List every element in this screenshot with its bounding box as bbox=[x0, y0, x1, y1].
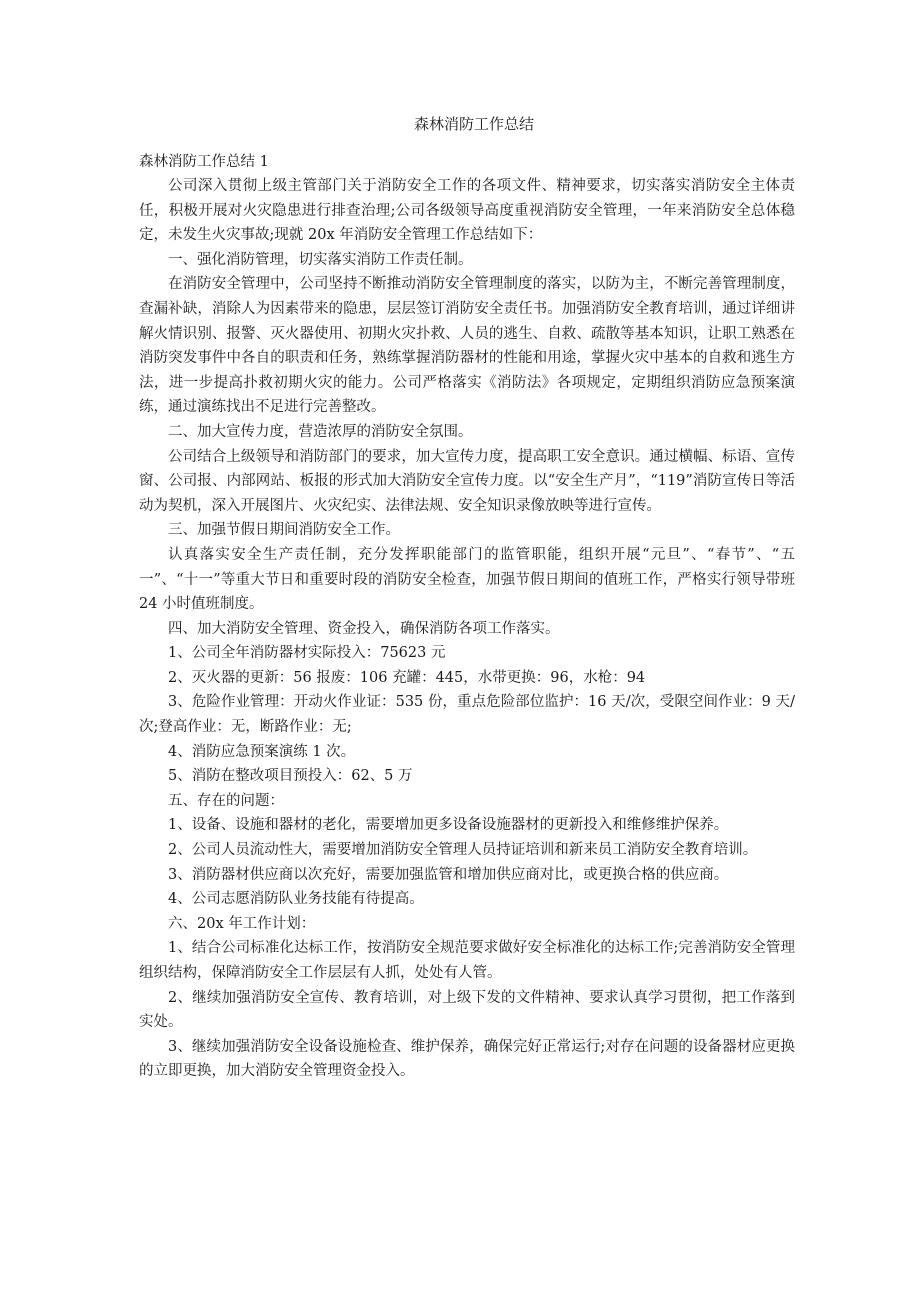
section-heading-1: 一、强化消防管理，切实落实消防工作责任制。 bbox=[168, 251, 473, 268]
document-title: 森林消防工作总结 bbox=[413, 115, 534, 133]
list-item: 1、结合公司标准化达标工作，按消防安全规范要求做好安全标准化的达标工作;完善消防安全管理组织结构，保障消防安全工作层层有人抓，处处有人管。 bbox=[139, 940, 795, 981]
section-3-body: 认真落实安全生产责任制，充分发挥职能部门的监管职能，组织开展“元旦”、“春节”、“五一”、“十一”等重大节日和重要时段的消防安全检查，加强节假日期间的值班工作，严格实行领导带班 24 小时值班制度。 bbox=[139, 546, 795, 613]
list-item: 3、继续加强消防安全设备设施检查、维护保养，确保完好正常运行;对存在问题的设备器材应更换的立即更换，加大消防安全管理资金投入。 bbox=[139, 1038, 795, 1080]
section-heading-5: 五、存在的问题： bbox=[168, 792, 284, 809]
section-heading-6: 六、20x 年工作计划： bbox=[168, 915, 316, 932]
section-1-body: 在消防安全管理中，公司坚持不断推动消防安全管理制度的落实，以防为主，不断完善管理制度，查漏补缺，消除人为因素带来的隐患，层层签订消防安全责任书。加强消防安全教育培训，通过详细讲解火情识别、报警、灭火器使用、初期火灾扑救、人员的逃生、自救、疏散等基本知识，让职工熟悉在消防突发事件中各自的职责和任务，熟练掌握消防器材的性能和用途，掌握火灾中基本的自救和逃生方法，进一步提高扑救初期火灾的能力。公司严格落实《消防法》各项规定，定期组织消防应急预案演练，通过演练找出不足进行完善整改。 bbox=[139, 276, 795, 416]
list-item: 1、设备、设施和器材的老化，需要增加更多设备设施器材的更新投入和维修维护保养。 bbox=[168, 817, 729, 834]
intro-paragraph: 公司深入贯彻上级主管部门关于消防安全工作的各项文件、精神要求，切实落实消防安全主体责任，积极开展对火灾隐患进行排查治理;公司各级领导高度重视消防安全管理，一年来消防安全总体稳定，未发生火灾事故;现就 20x 年消防安全管理工作总结如下： bbox=[139, 178, 795, 244]
list-item: 3、危险作业管理：开动火作业证：535 份，重点危险部位监护：16 天/次，受限空间作业：9 天/次;登高作业：无，断路作业：无; bbox=[139, 694, 795, 736]
list-item: 5、消防在整改项目预投入：62、5 万 bbox=[168, 768, 413, 785]
section-2-body: 公司结合上级领导和消防部门的要求，加大宣传力度，提高职工安全意识。通过横幅、标语、宣传窗、公司报、内部网站、板报的形式加大消防安全宣传力度。以“安全生产月”，“119”消防宣传日等活动为契机，深入开展图片、火灾纪实、法律法规、安全知识录像放映等进行宣传。 bbox=[139, 448, 795, 514]
document-page bbox=[139, 112, 795, 1084]
section-heading-4: 四、加大消防安全管理、资金投入，确保消防各项工作落实。 bbox=[168, 620, 560, 637]
list-item: 4、公司志愿消防队业务技能有待提高。 bbox=[168, 891, 424, 908]
list-item: 3、消防器材供应商以次充好，需要加强监管和增加供应商对比，或更换合格的供应商。 bbox=[168, 866, 729, 883]
list-item: 2、公司人员流动性大，需要增加消防安全管理人员持证培训和新来员工消防安全教育培训。 bbox=[168, 842, 758, 859]
list-item: 1、公司全年消防器材实际投入：75623 元 bbox=[168, 645, 446, 662]
section-heading-2: 二、加大宣传力度，营造浓厚的消防安全氛围。 bbox=[168, 423, 473, 440]
document-subtitle: 森林消防工作总结 1 bbox=[139, 154, 269, 170]
list-item: 2、灭火器的更新：56 报废：106 充罐：445，水带更换：96，水枪：94 bbox=[168, 669, 646, 686]
list-item: 2、继续加强消防安全宣传、教育培训，对上级下发的文件精神、要求认真学习贯彻，把工作落到实处。 bbox=[139, 989, 795, 1031]
list-item: 4、消防应急预案演练 1 次。 bbox=[168, 743, 356, 760]
section-heading-3: 三、加强节假日期间消防安全工作。 bbox=[168, 522, 400, 539]
